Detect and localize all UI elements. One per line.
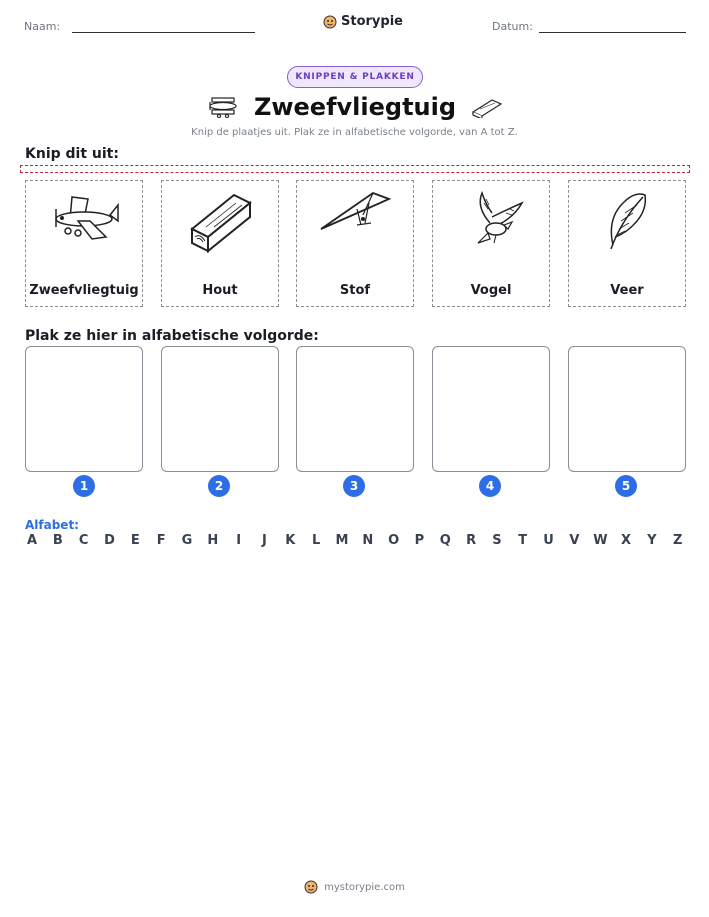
wood-plank-icon	[184, 189, 256, 253]
alphabet-letter: W	[593, 533, 608, 548]
cut-card-hang-glider[interactable]	[296, 180, 414, 307]
name-label: Naam:	[24, 20, 61, 33]
paste-slot-4[interactable]	[432, 346, 550, 472]
slot-number-5: 5	[615, 475, 637, 497]
alphabet-letter: L	[311, 533, 321, 548]
date-line	[539, 32, 686, 33]
cut-card-airplane[interactable]	[25, 180, 143, 307]
slot-number-4: 4	[479, 475, 501, 497]
paste-slot-2[interactable]	[161, 346, 279, 472]
alphabet-letter: Z	[672, 533, 683, 548]
paste-slot-5[interactable]	[568, 346, 686, 472]
slot-number-3: 3	[343, 475, 365, 497]
cut-line	[20, 165, 690, 173]
alphabet-letter: T	[518, 533, 528, 548]
alphabet-letter: C	[78, 533, 89, 548]
card-label: Hout	[202, 283, 238, 298]
slot-number-1: 1	[73, 475, 95, 497]
alphabet-letter: D	[104, 533, 115, 548]
alphabet-letter: K	[285, 533, 296, 548]
card-label: Zweefvliegtuig	[29, 283, 139, 298]
airplane-icon	[206, 96, 240, 118]
brand-logo	[323, 14, 403, 29]
hang-glider-icon	[317, 189, 393, 237]
alphabet-letter: E	[130, 533, 140, 548]
alphabet-letter: F	[156, 533, 166, 548]
page-title	[200, 90, 510, 124]
instructions: Knip de plaatjes uit. Plak ze in alfabetische volgorde, van A tot Z.	[191, 127, 518, 138]
cut-card-wood[interactable]	[161, 180, 279, 307]
footer	[0, 880, 709, 894]
alphabet-letter: V	[569, 533, 580, 548]
slot-number-2: 2	[208, 475, 230, 497]
alphabet-row	[25, 533, 685, 548]
brand-name: Storypie	[341, 14, 403, 29]
card-label: Veer	[610, 283, 644, 298]
alphabet-letter: Y	[647, 533, 657, 548]
alphabet-letter: A	[26, 533, 38, 548]
alphabet-letter: Q	[439, 533, 451, 548]
alphabet-letter: S	[492, 533, 502, 548]
alphabet-letter: P	[414, 533, 425, 548]
card-label: Stof	[339, 283, 371, 298]
storypie-mascot-icon	[323, 15, 337, 29]
activity-badge: KNIPPEN & PLAKKEN	[287, 66, 423, 88]
feather-icon	[599, 189, 655, 251]
alphabet-letter: M	[335, 533, 349, 548]
date-label: Datum:	[492, 20, 533, 33]
cut-card-bird[interactable]	[432, 180, 550, 307]
cut-heading: Knip dit uit:	[25, 146, 119, 162]
card-label: Vogel	[470, 283, 512, 298]
alphabet-letter: N	[362, 533, 374, 548]
wood-plank-icon	[470, 96, 504, 118]
name-line	[72, 32, 255, 33]
alphabet-title: Alfabet:	[25, 518, 79, 532]
cut-card-feather[interactable]	[568, 180, 686, 307]
paste-slot-1[interactable]	[25, 346, 143, 472]
bird-icon	[456, 189, 526, 251]
alphabet-letter: B	[52, 533, 63, 548]
paste-slot-3[interactable]	[296, 346, 414, 472]
airplane-icon	[48, 189, 120, 245]
alphabet-letter: H	[207, 533, 219, 548]
alphabet-letter: O	[388, 533, 400, 548]
alphabet-letter: X	[621, 533, 632, 548]
footer-url[interactable]: mystorypie.com	[324, 881, 405, 893]
alphabet-letter: G	[181, 533, 193, 548]
storypie-mascot-icon	[304, 880, 318, 894]
paste-heading: Plak ze hier in alfabetische volgorde:	[25, 328, 319, 344]
alphabet-letter: U	[543, 533, 554, 548]
title-text: Zweefvliegtuig	[253, 93, 457, 121]
alphabet-letter: I	[236, 533, 242, 548]
alphabet-letter: J	[262, 533, 267, 548]
alphabet-letter: R	[466, 533, 477, 548]
